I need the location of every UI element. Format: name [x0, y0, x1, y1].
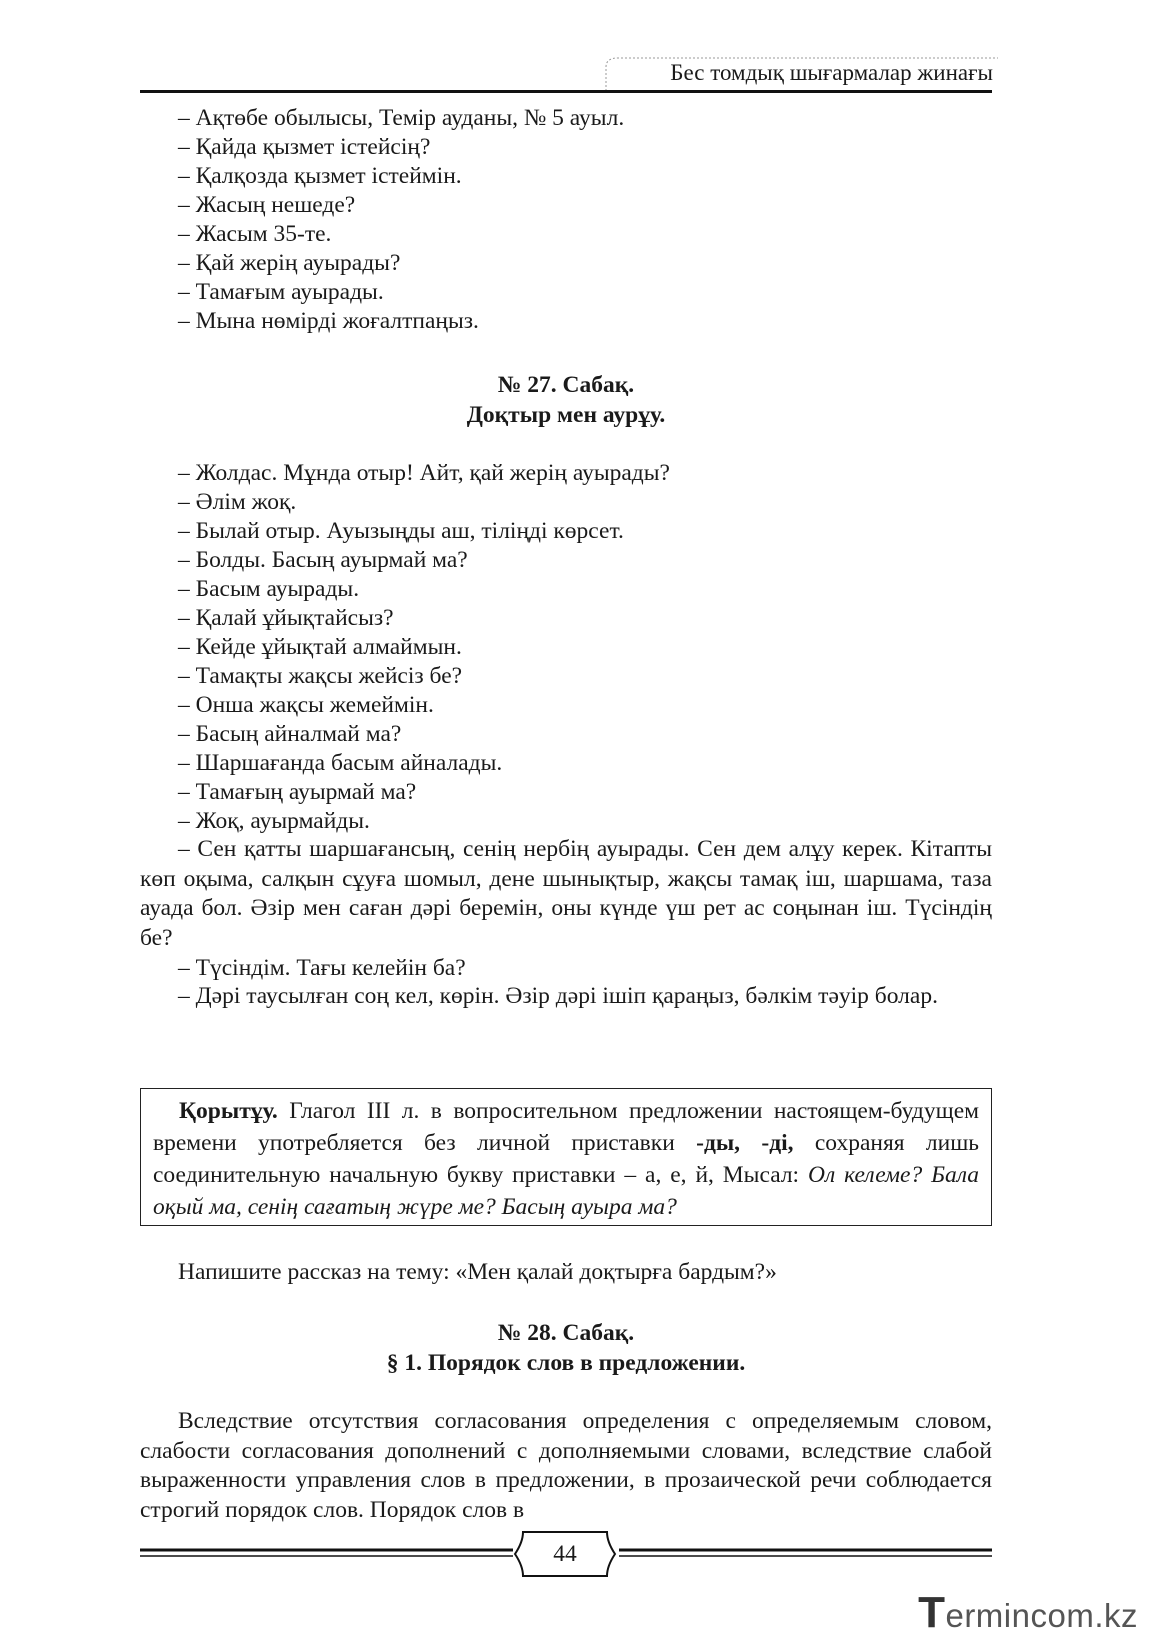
rule-text-part2: сохраняя лишь соединительную начальную букву приставки – а, е, й, Мысал:	[153, 1130, 980, 1188]
rule-box	[140, 1088, 992, 1226]
dialog-line: – Тамағың ауырмай ма?	[178, 779, 417, 805]
page-number-frame	[513, 1530, 617, 1578]
assignment-text: Напишите рассказ на тему: «Мен қалай доқтырға бардым?»	[178, 1259, 777, 1285]
dialog-line: – Жасым 35-те.	[178, 221, 332, 247]
final-paragraph-text: – Дәрі таусылған соң кел, көрін. Әзір дәрі ішіп қараңыз, бәлкім тәуір болар.	[178, 983, 938, 1009]
lesson-28-title: § 1. Порядок слов в предложении.	[386, 1350, 746, 1376]
rule-text-part1: Глагол III л. в вопросительном предложении настоящем-будущем времени употребляется без личной приставки	[153, 1098, 979, 1156]
dialog-line: – Қай жерің ауырады?	[178, 250, 401, 276]
dialog-line: – Жоқ, ауырмайды.	[178, 808, 370, 834]
dialog-line: – Жасың нешеде?	[178, 192, 356, 218]
word-order-paragraph-text: Вследствие отсутствия согласования определения с определяемым словом, слабости согласования дополнений с дополняемыми словами, вследствие слабой выраженности управления слов в предложении, в прозаической речи соблюдается строгий порядок слов. Порядок слов в	[140, 1408, 992, 1523]
lesson-27-title: Доқтыр мен аурұу.	[466, 402, 666, 428]
dialog-line: – Онша жақсы жемеймін.	[178, 692, 434, 718]
watermark-text: ermincom.kz	[945, 1597, 1138, 1634]
rule-text	[153, 1095, 979, 1223]
dialog-line: – Қалқозда қызмет істеймін.	[178, 163, 462, 189]
doctor-paragraph-text: – Сен қатты шаршағансың, сенің нербің ауырады. Сен дем алұу керек. Кітапты көп оқыма, салқын сұуға шомыл, дене шынықтыр, жақсы тамақ іш, шаршама, таза ауада бол. Әзір мен саған дәрі беремін, оны күнде үш рет ас соңынан іш. Түсіндің бе?	[140, 836, 992, 951]
rule-label: Қорытұу.	[179, 1098, 278, 1124]
dialog-line: – Мына нөмірді жоғалтпаңыз.	[178, 308, 479, 334]
dialog-line: – Түсіндім. Тағы келейін ба?	[178, 955, 466, 981]
dialog-line: – Тамағым ауырады.	[178, 279, 384, 305]
rule-bold-suffix: -ды, -ді,	[696, 1130, 794, 1156]
running-header: Бес томдық шығармалар жинағы	[670, 60, 993, 85]
watermark-letter: T	[918, 1588, 946, 1637]
dialog-line: – Қайда қызмет істейсің?	[178, 134, 431, 160]
dialog-line: – Қалай ұйықтайсыз?	[178, 605, 394, 631]
site-watermark	[918, 1588, 1138, 1638]
doctor-paragraph	[140, 835, 992, 953]
header-rule	[140, 90, 992, 93]
lesson-27-number: № 27. Сабақ.	[497, 372, 635, 398]
page-number: 44	[553, 1541, 577, 1567]
dialog-line: – Шаршағанда басым айналады.	[178, 750, 503, 776]
dialog-line: – Ақтөбе обылысы, Темір ауданы, № 5 ауыл.	[178, 105, 625, 131]
word-order-paragraph	[140, 1407, 992, 1525]
dialog-line: – Басым ауырады.	[178, 576, 360, 602]
dialog-line: – Болды. Басың ауырмай ма?	[178, 547, 468, 573]
dialog-line: – Кейде ұйықтай алмаймын.	[178, 634, 462, 660]
dialog-line: – Тамақты жақсы жейсіз бе?	[178, 663, 463, 689]
dialog-line: – Былай отыр. Ауызыңды аш, тіліңді көрсет.	[178, 518, 624, 544]
dialog-line: – Әлім жоқ.	[178, 489, 297, 515]
dialog-line: – Жолдас. Мұнда отыр! Айт, қай жерің ауырады?	[178, 460, 670, 486]
lesson-28-number: № 28. Сабақ.	[497, 1320, 635, 1346]
rule-examples: Ол келеме? Бала оқый ма, сенің сағатың жүре ме? Басың ауыра ма?	[153, 1162, 980, 1220]
final-paragraph	[140, 982, 992, 1012]
dialog-line: – Басың айналмай ма?	[178, 721, 402, 747]
